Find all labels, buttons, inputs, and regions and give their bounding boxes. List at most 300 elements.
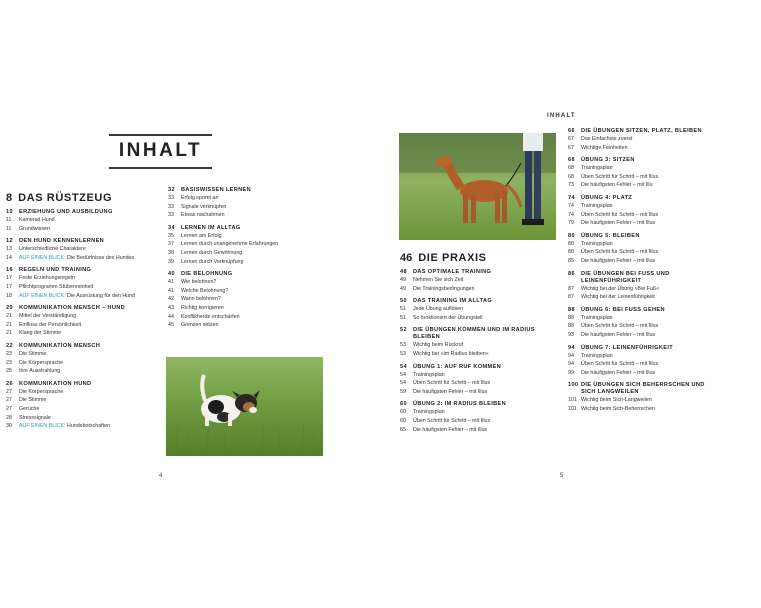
entry-page-number: 74 (568, 202, 574, 209)
toc-entry[interactable] (400, 285, 550, 294)
toc-entry[interactable] (400, 417, 550, 426)
entry-page-number: 53 (400, 342, 406, 349)
entry-text: Üben Schritt für Schritt – mit Illus (581, 211, 659, 218)
toc-section-heading[interactable] (6, 209, 156, 216)
entry-text: Die häufigsten Fehler – mit Illus (581, 369, 656, 376)
toc-entry[interactable] (168, 295, 323, 304)
entry-page-number: 51 (400, 314, 406, 321)
entry-text: Grenzen setzen (181, 322, 219, 329)
toc-entry[interactable] (168, 249, 323, 258)
entry-page-number: 93 (568, 331, 574, 338)
entry-text: Die Bedürfnisse des Hundes (67, 254, 135, 261)
entry-text: Lernen durch Verknüpfung (181, 258, 244, 265)
entry-text: Das Einfachste zuerst (581, 136, 633, 142)
section-page-number: 34 (168, 224, 175, 231)
entry-text-wrap (181, 278, 216, 287)
toc-entry[interactable] (6, 396, 156, 405)
toc-entry[interactable] (168, 203, 323, 212)
entry-text: Die Ausrüstung für den Hund (67, 292, 136, 299)
entry-page-number: 49 (400, 285, 406, 292)
entry-text: Die häufigsten Fehler – mit Illu (581, 182, 653, 189)
entry-page-number: 41 (168, 279, 174, 286)
entry-text: Wichtig bei der Übung »Bei Fuß« (581, 285, 660, 292)
entry-page-number: 13 (6, 246, 12, 253)
entry-page-number: 23 (6, 359, 12, 366)
entry-text: Lernen durch Gewöhnung (181, 249, 243, 256)
toc-entry[interactable] (6, 422, 156, 431)
section-page-number: 100 (568, 382, 579, 389)
section-page-number: 86 (568, 270, 575, 277)
entry-page-number: 30 (6, 423, 12, 430)
entry-text-wrap (581, 405, 655, 414)
entry-page-number: 21 (6, 313, 12, 320)
entry-text: Üben Schritt für Schritt – mit Illus (413, 417, 491, 424)
entry-text-wrap (181, 321, 218, 330)
entry-text-wrap (19, 283, 93, 292)
entry-text-wrap (19, 414, 51, 423)
entry-text: Hundebotschaften (67, 423, 110, 430)
entry-page-number: 39 (168, 258, 174, 265)
entry-text: Trainingsplan (581, 352, 613, 359)
toc-entry[interactable] (400, 314, 550, 323)
toc-entry[interactable] (568, 135, 718, 144)
entry-page-number: 54 (400, 371, 406, 378)
entry-text-wrap (413, 379, 490, 388)
section-page-number: 74 (568, 194, 575, 201)
entry-text-wrap (19, 216, 55, 225)
toc-entry[interactable] (568, 285, 718, 294)
toc-entry[interactable] (6, 283, 156, 292)
entry-text: Die Körpersprache (19, 388, 64, 395)
toc-section-heading[interactable] (568, 128, 718, 135)
entry-text-wrap (581, 396, 652, 405)
toc-section-heading[interactable] (168, 225, 323, 232)
entry-text-wrap (181, 295, 221, 304)
section-page-number: 68 (568, 157, 575, 164)
toc-column-1 (6, 192, 156, 431)
toc-entry[interactable] (568, 331, 718, 340)
entry-page-number: 18 (6, 292, 12, 299)
toc-entry[interactable] (168, 211, 323, 220)
entry-text-wrap (581, 257, 655, 266)
toc-entry[interactable] (6, 312, 156, 321)
entry-highlight-label: AUF EINEN BLICK: (19, 423, 66, 430)
toc-section-heading[interactable] (6, 305, 156, 312)
toc-entry[interactable] (400, 341, 550, 350)
entry-page-number: 94 (568, 361, 574, 368)
toc-section-heading[interactable] (568, 157, 718, 164)
entry-text-wrap (581, 135, 633, 144)
entry-text: Konflikherde entschärfen (181, 313, 240, 320)
toc-entry[interactable] (568, 405, 718, 414)
section-title: DIE ÜBUNGEN SITZEN, PLATZ, BLEIBEN (581, 128, 702, 134)
toc-entry[interactable] (568, 322, 718, 331)
entry-page-number: 87 (568, 285, 574, 292)
section-page-number: 88 (568, 306, 575, 313)
entry-text: Erfolg spornt an (181, 195, 219, 201)
toc-entry[interactable] (568, 352, 718, 361)
entry-text: Trainingsplan (581, 240, 613, 247)
entry-text: Wichtig beim Rückruf (413, 342, 464, 349)
section-page-number: 26 (6, 380, 13, 387)
entry-text-wrap (413, 371, 445, 380)
entry-page-number: 17 (6, 283, 12, 290)
entry-page-number: 80 (568, 249, 574, 256)
toc-entry[interactable] (568, 173, 718, 182)
entry-text-wrap (181, 287, 228, 296)
section-page-number: 22 (6, 342, 13, 349)
entry-page-number: 27 (6, 388, 12, 395)
toc-entry[interactable] (400, 408, 550, 417)
entry-page-number: 21 (6, 330, 12, 337)
section-page-number: 32 (168, 187, 175, 193)
toc-entry[interactable] (400, 379, 550, 388)
toc-section-heading[interactable] (6, 343, 156, 350)
entry-page-number: 67 (568, 136, 574, 142)
entry-page-number: 43 (168, 304, 174, 311)
entry-text: Die Körpersprache (19, 359, 64, 366)
entry-text: Grundwissen (19, 225, 50, 232)
entry-text-wrap (581, 331, 655, 340)
entry-page-number: 79 (568, 220, 574, 227)
entry-text: Trainingsplan (413, 371, 445, 378)
entry-text: Wie belohnen? (181, 279, 217, 286)
toc-entry[interactable] (168, 240, 323, 249)
entry-page-number: 99 (568, 369, 574, 376)
entry-text-wrap (413, 408, 445, 417)
toc-entry[interactable] (568, 293, 718, 302)
entry-text-wrap (413, 314, 483, 323)
running-header: INHALT (547, 113, 576, 119)
section-title: LERNEN IM ALLTAG (181, 224, 241, 231)
entry-text-wrap (581, 285, 659, 294)
entry-text-wrap (413, 388, 487, 397)
entry-text-wrap (19, 312, 76, 321)
toc-entry[interactable] (6, 292, 156, 301)
entry-text: Wichtig bei »Im Radius bleiben« (413, 350, 489, 357)
toc-entry[interactable] (6, 350, 156, 359)
entry-text-wrap (413, 350, 489, 359)
entry-page-number: 11 (6, 217, 12, 223)
entry-page-number: 17 (6, 275, 12, 282)
toc-entry[interactable] (6, 367, 156, 376)
toc-entry[interactable] (168, 304, 323, 313)
entry-page-number: 53 (400, 350, 406, 357)
toc-column-3 (400, 252, 550, 434)
entry-text: Welche Belohnung? (181, 287, 229, 294)
entry-page-number: 87 (568, 294, 574, 301)
toc-entry[interactable] (6, 254, 156, 263)
toc-entry[interactable] (168, 287, 323, 296)
entry-page-number: 101 (568, 397, 577, 404)
toc-entry[interactable] (568, 202, 718, 211)
entry-text: Lernen am Erfolg (181, 232, 222, 239)
entry-page-number: 28 (6, 414, 12, 421)
entry-text-wrap (413, 305, 463, 314)
entry-text: Wichtig beim Sich-Beherrschen (581, 405, 655, 412)
entry-text: Unterschiedliche Charaktere (19, 246, 86, 253)
entry-text: Wichtig bei der Leinenführigkeit (581, 294, 655, 301)
toc-section-heading[interactable] (400, 327, 550, 341)
section-title: ÜBUNG 7: LEINENFÜHRIGKEIT (581, 344, 674, 351)
entry-text: Trainingsplan (413, 409, 445, 416)
entry-page-number: 27 (6, 397, 12, 404)
entry-text-wrap (19, 321, 81, 330)
entry-text-wrap (581, 181, 653, 190)
entry-text-wrap (181, 203, 226, 212)
toc-entry[interactable] (168, 278, 323, 287)
entry-page-number: 65 (400, 426, 406, 433)
entry-text: Feste Erziehungsregeln (19, 275, 75, 282)
toc-entry[interactable] (6, 274, 156, 283)
toc-entry[interactable] (568, 369, 718, 378)
toc-section-heading[interactable] (568, 233, 718, 240)
toc-entry[interactable] (168, 321, 323, 330)
toc-section-heading[interactable] (400, 269, 550, 276)
entry-page-number: 21 (6, 321, 12, 328)
section-page-number: 48 (400, 269, 407, 275)
entry-text-wrap (19, 225, 50, 234)
section-page-number: 10 (6, 209, 13, 215)
entry-page-number: 80 (568, 240, 574, 247)
entry-text-wrap (19, 350, 46, 359)
section-page-number: 50 (400, 298, 407, 305)
entry-text-wrap (181, 232, 222, 241)
entry-text: Trainingsplan (581, 202, 613, 209)
entry-text-wrap (19, 359, 63, 368)
entry-text: Wichtig beim Sich-Langweilen (581, 397, 652, 404)
entry-text-wrap (581, 202, 613, 211)
entry-text: Mittel der Verständigung (19, 313, 77, 320)
entry-text-wrap (19, 329, 61, 338)
toc-section-heading[interactable] (6, 267, 156, 274)
entry-page-number: 41 (168, 287, 174, 294)
toc-entry[interactable] (6, 329, 156, 338)
entry-text-wrap (581, 369, 655, 378)
entry-page-number: 88 (568, 323, 574, 330)
entry-text: Kamerad Hund (19, 217, 55, 223)
entry-text-wrap (19, 422, 110, 431)
toc-entry[interactable] (400, 388, 550, 397)
entry-page-number: 51 (400, 306, 406, 313)
entry-page-number: 85 (568, 257, 574, 264)
entry-text: Die häufigsten Fehler – mit Illus (413, 426, 488, 433)
chapter-heading (400, 252, 550, 264)
toc-section-heading[interactable] (168, 187, 323, 194)
entry-text-wrap (413, 417, 490, 426)
toc-entry[interactable] (400, 350, 550, 359)
toc-entry[interactable] (568, 219, 718, 228)
toc-section-heading[interactable] (400, 364, 550, 371)
toc-entry[interactable] (568, 181, 718, 190)
entry-text-wrap (19, 388, 63, 397)
toc-entry[interactable] (568, 248, 718, 257)
page-number-right: 5 (560, 473, 564, 479)
toc-entry[interactable] (6, 414, 156, 423)
entry-text-wrap (19, 292, 135, 301)
section-title: KOMMUNIKATION MENSCH – HUND (19, 305, 125, 312)
toc-column-2 (168, 187, 323, 330)
toc-entry[interactable] (6, 359, 156, 368)
toc-entry[interactable] (6, 216, 156, 225)
entry-text-wrap (581, 248, 658, 257)
chapter-heading (6, 192, 156, 204)
toc-section-heading[interactable] (568, 195, 718, 202)
entry-text-wrap (19, 245, 86, 254)
toc-column-4 (568, 128, 718, 413)
entry-text-wrap (181, 304, 224, 313)
section-title: DIE ÜBUNGEN KOMMEN UND IM RADIUS BLEIBEN (413, 327, 535, 341)
entry-text-wrap (581, 144, 628, 153)
entry-page-number: 60 (400, 417, 406, 424)
section-page-number: 94 (568, 344, 575, 351)
section-page-number: 60 (400, 401, 407, 408)
toc-entry[interactable] (400, 305, 550, 314)
entry-text-wrap (181, 249, 242, 258)
entry-text: Pflichtprogramm Stubenreinheit (19, 283, 94, 290)
toc-entry[interactable] (6, 388, 156, 397)
entry-text: Die Stimme (19, 397, 47, 404)
entry-page-number: 33 (168, 195, 174, 201)
entry-text-wrap (581, 164, 613, 173)
entry-page-number: 88 (568, 314, 574, 321)
entry-highlight-label: AUF EINEN BLICK: (19, 292, 66, 299)
toc-entry[interactable] (168, 232, 323, 241)
entry-text: Die Trainingsbedingungen (413, 285, 475, 292)
toc-section-heading[interactable] (6, 381, 156, 388)
entry-text: Ihre Ausstrahlung (19, 368, 61, 375)
toc-entry[interactable] (168, 258, 323, 267)
toc-section-heading[interactable] (568, 271, 718, 285)
section-page-number: 54 (400, 363, 407, 370)
entry-text-wrap (413, 341, 463, 350)
chapter-title: DAS RÜSTZEUG (18, 192, 113, 204)
entry-text-wrap (413, 285, 475, 294)
entry-text-wrap (581, 360, 658, 369)
entry-text: Üben Schritt für Schritt – mit Illus (413, 380, 491, 387)
entry-page-number: 37 (168, 241, 174, 248)
entry-page-number: 49 (400, 277, 406, 283)
title-rule-top (109, 134, 212, 136)
section-page-number: 52 (400, 327, 407, 334)
entry-text-wrap (19, 405, 39, 414)
toc-entry[interactable] (568, 240, 718, 249)
toc-entry[interactable] (6, 405, 156, 414)
section-title: DEN HUND KENNENLERNEN (19, 238, 105, 245)
entry-text: Die häufigsten Fehler – mit Illus (581, 257, 656, 264)
entry-text: Üben Schritt für Schritt – mit Illus (581, 173, 659, 180)
section-title: DIE ÜBUNGEN SICH BEHERRSCHEN UND SICH LANGWEILEN (581, 382, 705, 396)
entry-text: Die Stimme (19, 350, 47, 357)
section-page-number: 20 (6, 305, 13, 312)
toc-entry[interactable] (400, 371, 550, 380)
toc-entry[interactable] (6, 245, 156, 254)
toc-entry[interactable] (168, 194, 323, 203)
toc-entry[interactable] (168, 313, 323, 322)
entry-text: Stresssignale (19, 414, 51, 421)
entry-text: Üben Schritt für Schritt – mit Illus (581, 249, 659, 256)
toc-entry[interactable] (400, 276, 550, 285)
entry-text-wrap (19, 396, 46, 405)
page-title: INHALT (118, 140, 203, 161)
toc-entry[interactable] (568, 164, 718, 173)
title-rule-bottom (109, 167, 212, 169)
entry-page-number: 101 (568, 405, 577, 412)
entry-text-wrap (581, 173, 658, 182)
entry-page-number: 27 (6, 405, 12, 412)
section-page-number: 40 (168, 271, 175, 278)
toc-entry[interactable] (6, 321, 156, 330)
toc-entry[interactable] (568, 396, 718, 405)
entry-page-number: 25 (6, 368, 12, 375)
section-title: DAS OPTIMALE TRAINING (413, 269, 492, 275)
entry-text-wrap (413, 276, 463, 285)
entry-page-number: 67 (568, 144, 574, 151)
toc-section-heading[interactable] (568, 345, 718, 352)
chapter-page-number: 46 (400, 252, 413, 264)
section-title: ÜBUNG 4: PLATZ (581, 194, 633, 201)
toc-section-heading[interactable] (568, 382, 718, 396)
toc-entry[interactable] (400, 426, 550, 435)
entry-page-number: 33 (168, 203, 174, 210)
entry-text-wrap (581, 322, 658, 331)
entry-text-wrap (181, 313, 240, 322)
toc-entry[interactable] (6, 225, 156, 234)
entry-page-number: 35 (168, 232, 174, 239)
section-page-number: 16 (6, 267, 13, 274)
entry-text: Trainingsplan (581, 165, 613, 172)
toc-entry[interactable] (568, 211, 718, 220)
entry-text-wrap (581, 293, 655, 302)
section-title: KOMMUNIKATION HUND (19, 380, 92, 387)
section-title: DIE ÜBUNGEN BEI FUSS UND LEINENFÜHRIGKEIT (581, 270, 670, 284)
toc-entry[interactable] (568, 360, 718, 369)
entry-text-wrap (181, 211, 225, 220)
toc-section-heading[interactable] (6, 238, 156, 245)
entry-text: Wann belohnen? (181, 296, 221, 303)
page-number-left: 4 (159, 473, 163, 479)
entry-text: Die häufigsten Fehler – mit Illus (581, 331, 656, 338)
section-title: ERZIEHUNG UND AUSBILDUNG (19, 209, 113, 215)
toc-section-heading[interactable] (400, 401, 550, 408)
entry-text: Die häufigsten Fehler – mit Illus (413, 388, 488, 395)
entry-page-number: 68 (568, 173, 574, 180)
toc-entry[interactable] (568, 314, 718, 323)
entry-text-wrap (581, 240, 613, 249)
entry-page-number: 33 (168, 212, 174, 219)
toc-section-heading[interactable] (568, 307, 718, 314)
entry-text: Klang der Stimme (19, 330, 62, 337)
section-title: DIE BELOHNUNG (181, 271, 233, 278)
entry-text: Trainingsplan (581, 314, 613, 321)
entry-text-wrap (581, 219, 655, 228)
entry-page-number: 11 (6, 225, 12, 232)
section-page-number: 66 (568, 128, 575, 134)
entry-page-number: 38 (168, 249, 174, 256)
toc-entry[interactable] (568, 257, 718, 266)
entry-text-wrap (581, 314, 613, 323)
entry-page-number: 23 (6, 350, 12, 357)
toc-section-heading[interactable] (400, 298, 550, 305)
section-title: ÜBUNG 2: IM RADIUS BLEIBEN (413, 401, 507, 408)
entry-page-number: 73 (568, 182, 574, 189)
section-title: ÜBUNG 1: AUF RUF KOMMEN (413, 363, 502, 370)
section-title: BASISWISSEN LERNEN (181, 187, 252, 193)
entry-text: Üben Schritt für Schritt – mit Illus (581, 323, 659, 330)
entry-text-wrap (19, 254, 134, 263)
toc-entry[interactable] (568, 144, 718, 153)
toc-section-heading[interactable] (168, 271, 323, 278)
